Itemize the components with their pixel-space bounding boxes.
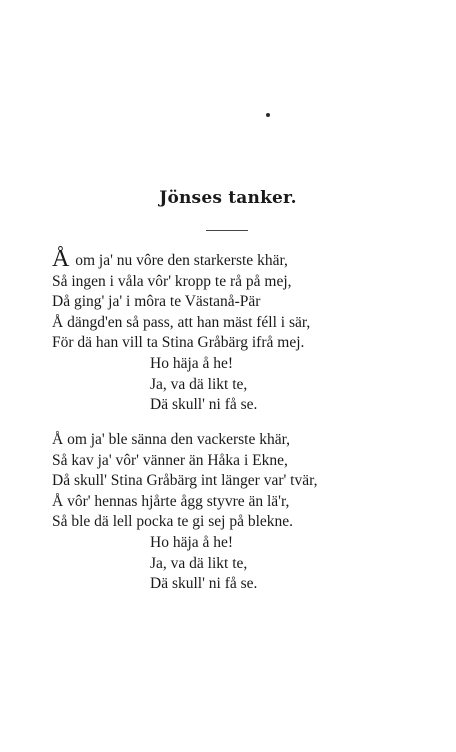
stanza-2-line-2: Så kav ja' vôr' vänner än Håka i Ekne, xyxy=(52,451,288,469)
stanza-2-line-5: Så ble dä lell pocka te gi sej på blekne. xyxy=(52,513,294,531)
stanza-1-refrain-1: Ho häja å he! xyxy=(150,354,234,372)
stanza-1-refrain-2: Ja, va dä likt te, xyxy=(150,375,248,393)
poem-title: Jönses tanker. xyxy=(159,188,297,208)
drop-cap: Å xyxy=(52,246,70,272)
stanza-2-refrain-2: Ja, va dä likt te, xyxy=(150,554,248,572)
title-divider xyxy=(206,230,248,231)
stanza-2-line-1: Å om ja' ble sänna den vackerste khär, xyxy=(52,431,291,448)
stanza-1-line-1-text: om ja' nu vôre den starkerste khär, xyxy=(71,252,288,269)
stanza-1-line-4: Å dängd'en så pass, att han mäst féll i sär, xyxy=(52,313,311,331)
stanza-2-refrain-3: Dä skull' ni få se. xyxy=(150,575,258,593)
stanza-1 xyxy=(52,246,402,416)
ink-speck xyxy=(266,113,270,117)
stanza-2-line-3: Då skull' Stina Gråbärg int länger var' tvär, xyxy=(52,472,318,490)
stanza-2 xyxy=(52,430,402,595)
stanza-1-line-1 xyxy=(52,246,402,272)
stanza-2-refrain-1: Ho häja å he! xyxy=(150,533,234,551)
stanza-1-line-3: Då ging' ja' i môra te Västanå-Pär xyxy=(52,293,261,311)
stanza-1-line-5: För dä han vill ta Stina Gråbärg ifrå mej. xyxy=(52,334,305,352)
stanza-1-refrain-3: Dä skull' ni få se. xyxy=(150,396,258,414)
stanza-1-line-2: Så ingen i våla vôr' kropp te rå på mej, xyxy=(52,272,292,290)
stanza-2-line-4: Å vôr' hennas hjårte ågg styvre än lä'r, xyxy=(52,492,290,510)
